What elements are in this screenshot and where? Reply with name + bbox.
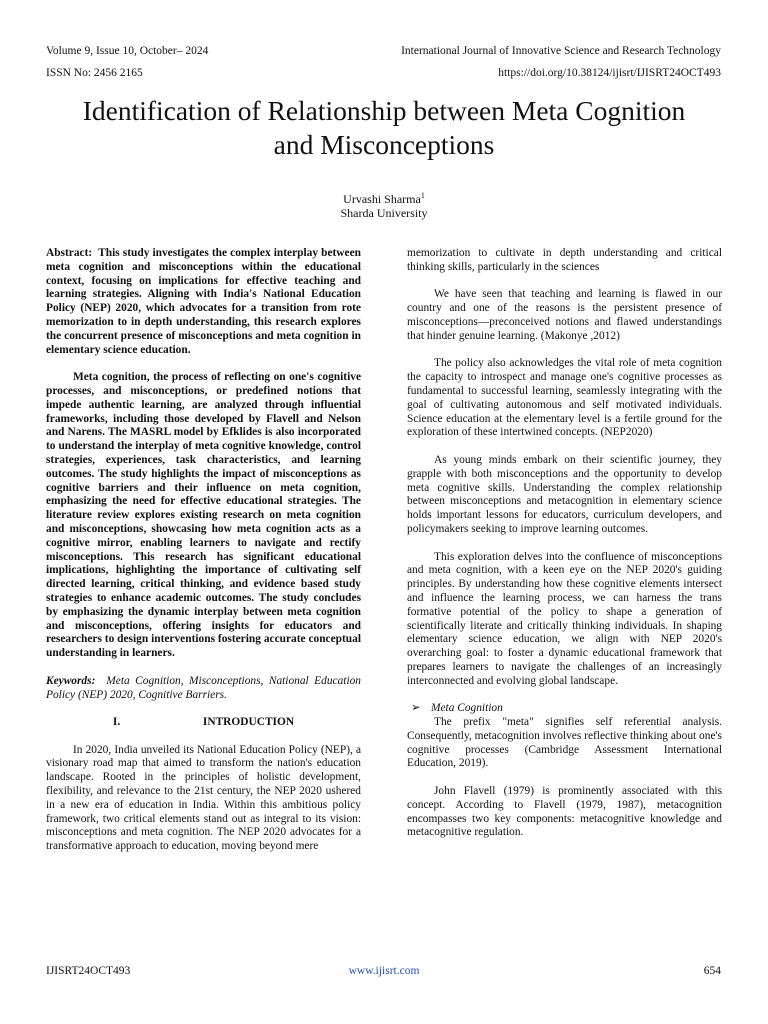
left-column (46, 247, 361, 868)
right-paragraph-2: The policy also acknowledges the vital role of meta cognition the capacity to introspect and manage one's cognitive processes as fundamental to successful learning, seamlessly integrating with the goal of cultivating autonomous and self motivated individuals. Science education at the elementary level is a fertile ground for the exploration of these intertwined concepts. (NEP2020) (407, 357, 722, 439)
right-paragraph-4: This exploration delves into the confluence of misconceptions and meta cognition, with a keen eye on the NEP 2020's guiding principles. By understanding how these cognitive elements intersect and influence the learning process, we can harness the trans formative potential of the policy to shape a generation of scientifically literate and critically thinking individuals. In shaping elementary science education, we align with NEP 2020's overarching goal: to foster a dynamic educational framework that prepares learners to navigate the challenges of an increasingly interconnected and evolving global landscape. (407, 550, 722, 687)
right-paragraph-1: We have seen that teaching and learning is flawed in our country and one of the reasons is the persistent presence of misconceptions—preconceived notions and flawed understandings that hinder genuine learning. (Makonye ,2012) (407, 288, 722, 342)
right-column (407, 247, 722, 854)
right-paragraph-0: memorization to cultivate in depth understanding and critical thinking skills, particularly in the sciences (407, 247, 722, 273)
intro-paragraph-1: In 2020, India unveiled its National Education Policy (NEP), a visionary road map that aimed to transform the nation's education landscape. Rooted in the principles of holistic development, flexibility, and relevance to the 21st century, the NEP 2020 ushered in a new era of education in India. Within this ambitious policy framework, two critical elements stand out as integral to its vision: misconceptions and meta cognition. The NEP 2020 advocates for a transformative approach to education, moving beyond mere (46, 743, 361, 853)
keywords-text: Meta Cognition, Misconceptions, National Education Policy (NEP) 2020, Cognitive Barriers. (46, 674, 361, 701)
keywords-label: Keywords: (46, 674, 96, 687)
abstract-paragraph-1 (46, 247, 361, 357)
right-paragraph-5: The prefix "meta" signifies self referential analysis. Consequently, metacognition involves reflective thinking about one's cognitive processes (Cambridge Assessment International Education, 2019). (407, 716, 722, 770)
subheading-text: Meta Cognition (431, 702, 503, 715)
subheading-meta-cognition (407, 702, 722, 716)
author-block (0, 189, 768, 220)
section-number: I. (112, 716, 121, 729)
arrow-bullet-icon: ➢ (411, 702, 421, 715)
volume-info: Volume 9, Issue 10, October– 2024 (46, 45, 209, 57)
journal-name: International Journal of Innovative Science and Research Technology (401, 45, 721, 57)
abstract-paragraph-2: Meta cognition, the process of reflecting on one's cognitive processes, and misconceptions, or predefined notions that impede authentic learning, are analyzed through influential frameworks, including those developed by Flavell and Nelson and Narens. The MASRL model by Efklides is also incorporated to understand the interplay of meta cognitive knowledge, control strategies, experiences, task characteristics, and learning outcomes. The study highlights the impact of misconceptions as cognitive barriers and their influence on meta cognition, emphasizing the need for effective educational strategies. The literature review explores existing research on meta cognition and misconceptions, showcasing how meta cognition acts as a cognitive mirror, enabling learners to navigate and rectify misconceptions. This research has significant educational implications, highlighting the importance of cultivating self directed learning, critical thinking, and evidence based study strategies to enhance academic outcomes. The study concludes by emphasizing the dynamic interplay between meta cognition and misconceptions, offering insights for educators and researchers to design interventions fostering accurate conceptual understanding in learners. (46, 371, 361, 660)
author-affiliation: Sharda University (340, 206, 428, 220)
paper-title: Identification of Relationship between Meta Cognition and Misconceptions (82, 95, 686, 160)
abstract-label: Abstract: (46, 247, 93, 259)
footer-paper-id: IJISRT24OCT493 (46, 965, 131, 977)
footer-page-number: 654 (703, 965, 721, 977)
abstract-text-1: This study investigates the complex interplay between meta cognition and misconceptions within the educational context, focusing on implications for effective teaching and learning strategies. Aligning with India's National Education Policy (NEP) 2020, which advocates for a transition from rote memorization to in depth understanding, this research explores the concurrent presence of misconceptions and meta cognition in elementary science education. (46, 247, 361, 356)
doi-link[interactable]: https://doi.org/10.38124/ijisrt/IJISRT24OCT493 (498, 67, 721, 79)
issn: ISSN No: 2456 2165 (46, 67, 143, 79)
section-title: INTRODUCTION (202, 716, 295, 729)
right-paragraph-3: As young minds embark on their scientific journey, they grapple with both misconceptions and the opportunity to develop meta cognitive skills. Understanding the complex relationship between misconceptions and metacognition in elementary science holds important lessons for educators, curriculum developers, and policymakers seeking to improve learning outcomes. (407, 453, 722, 535)
footer-site-link[interactable]: www.ijisrt.com (348, 965, 420, 977)
keywords (46, 675, 361, 703)
right-paragraph-6: John Flavell (1979) is prominently associated with this concept. According to Flavell (1979, 1987), metacognition encompasses two key components: metacognitive knowledge and metacognitive regulation. (407, 785, 722, 839)
section-heading-introduction (46, 716, 361, 730)
author-name: Urvashi Sharma (343, 192, 421, 206)
author-sup: 1 (420, 191, 425, 200)
